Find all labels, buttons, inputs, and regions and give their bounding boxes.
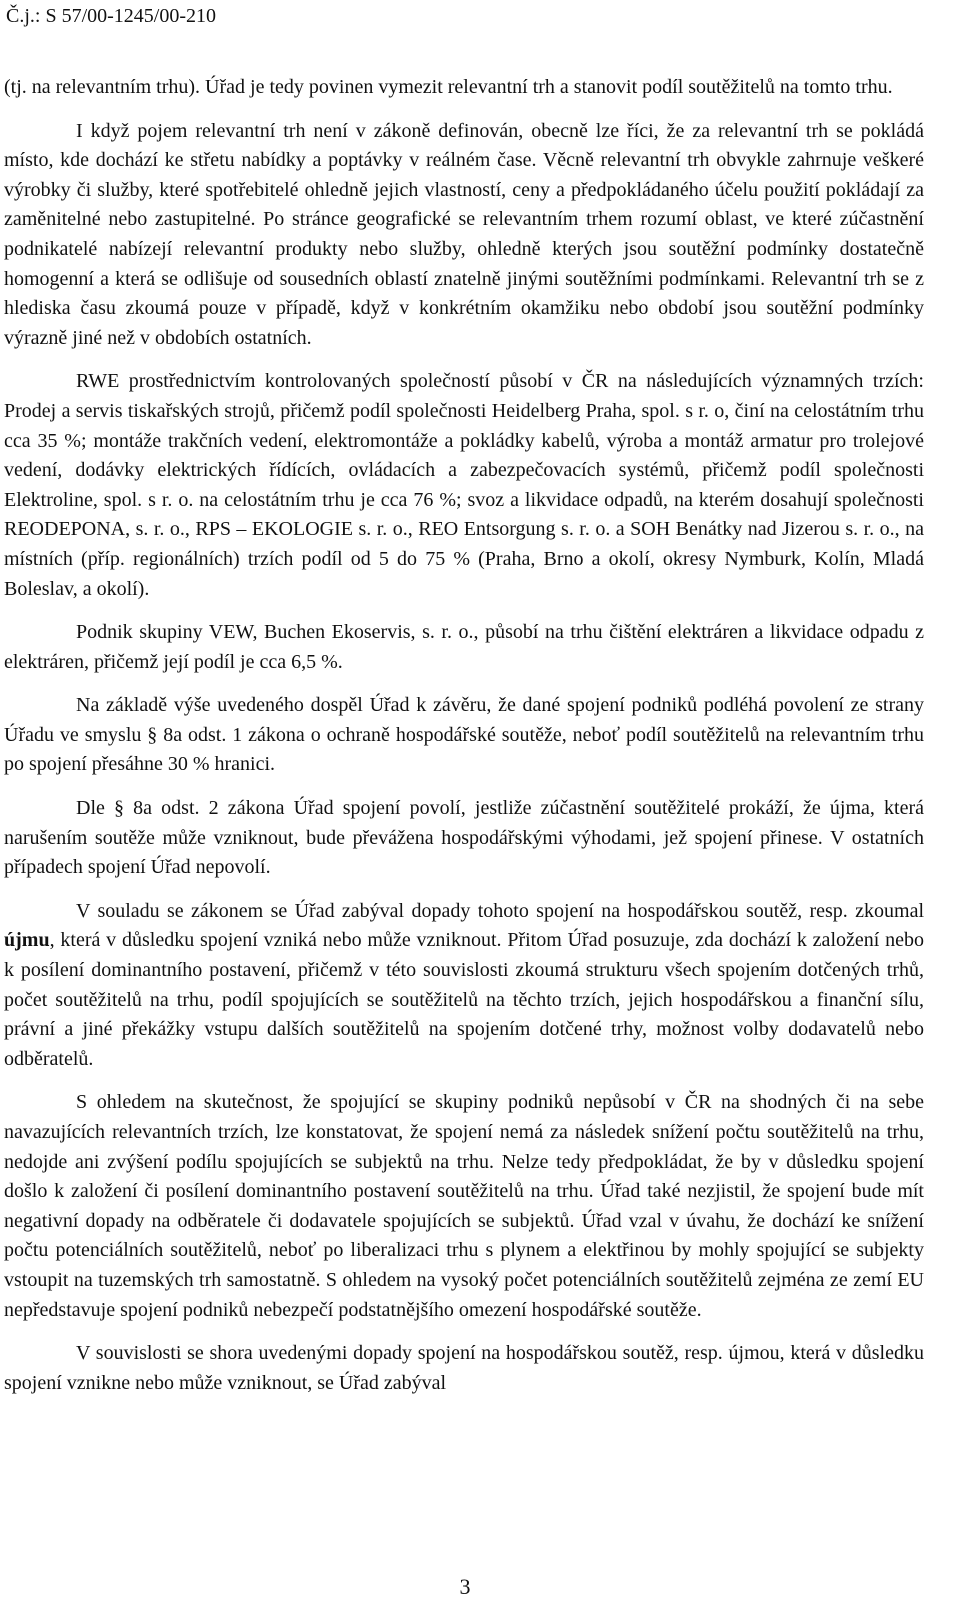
harm-text-before: V souladu se zákonem se Úřad zabýval dopady tohoto spojení na hospodářskou soutěž, resp. zkoumal xyxy=(76,899,924,922)
paragraph-authorization-required: Na základě výše uvedeného dospěl Úřad k závěru, že dané spojení podniků podléhá povolení ze strany Úřadu ve smyslu § 8a odst. 1 zákona o ochraně hospodářské soutěže, neboť podíl soutěžitelů na relevantním trhu po spojení přesáhne 30 % hranici. xyxy=(4,694,924,776)
paragraph-harm-assessment xyxy=(4,897,924,1075)
paragraph-continuation: V souvislosti se shora uvedenými dopady spojení na hospodářskou soutěž, resp. újmou, která v důsledku spojení vznikne nebo může vzniknout, se Úřad zabýval xyxy=(4,1342,924,1394)
paragraph-rwe-markets: RWE prostřednictvím kontrolovaných společností působí v ČR na následujících významných trzích: Prodej a servis tiskařských strojů, přičemž podíl společnosti Heidelberg Praha, spol. s r. o, činí na celostátním trhu cca 35 %; montáže trakčních vedení, elektromontáže a pokládky kabelů, výroba a montáž armatur pro trolejové vedení, dodávky elektrických řídících, ovládacích a zabezpečovacích systémů, přičemž podíl společnosti Elektroline, spol. s r. o. na celostátním trhu je cca 76 %; svoz a likvidace odpadů, na kterém dosahují společnosti REODEPONA, s. r. o., RPS – EKOLOGIE s. r. o., REO Entsorgung s. r. o. a SOH Benátky nad Jizerou s. r. o., na místních (příp. regionálních) trzích podíl od 5 do 75 % (Praha, Brno a okolí, okresy Nymburk, Kolín, Mladá Boleslav, a okolí). xyxy=(4,370,924,600)
paragraph-conclusion: S ohledem na skutečnost, že spojující se skupiny podniků nepůsobí v ČR na shodných či na sebe navazujících relevantních trzích, lze konstatovat, že spojení nemá za následek snížení počtu soutěžitelů na trhu, nedojde ani zvýšení podílu spojujících se subjektů na trhu. Nelze tedy předpokládat, že by v důsledku spojení došlo k založení či posílení dominantního postavení soutěžitelů na trhu. Úřad také nezjistil, že spojení bude mít negativní dopady na odběratele či dodavatele spojujících se subjektů. Úřad vzal v úvahu, že dochází ke snížení počtu potenciálních soutěžitelů, neboť po liberalizaci trhu s plynem a elektřinou by mohly spojující se subjekty vstoupit na tuzemských trh samostatně. S ohledem na vysoký počet potenciálních soutěžitelů zejména ze zemí EU nepředstavuje spojení podniků nebezpečí podstatnějšího omezení hospodářské soutěže. xyxy=(4,1091,924,1321)
paragraph-relevant-market-intro: (tj. na relevantním trhu). Úřad je tedy povinen vymezit relevantní trh a stanovit podíl soutěžitelů na tomto trhu. xyxy=(4,76,893,98)
harm-emphasis: újmu xyxy=(4,929,50,952)
paragraph-legal-condition: Dle § 8a odst. 2 zákona Úřad spojení povolí, jestliže zúčastnění soutěžitelé prokáží, že újma, která narušením soutěže může vzniknout, bude převážena hospodářskými výhodami, jež spojení přinese. V ostatních případech spojení Úřad nepovolí. xyxy=(4,797,924,879)
paragraph-vew-markets: Podnik skupiny VEW, Buchen Ekoservis, s. r. o., působí na trhu čištění elektráren a likvidace odpadu z elektráren, přičemž její podíl je cca 6,5 %. xyxy=(4,621,924,673)
document-reference: Č.j.: S 57/00-1245/00-210 xyxy=(6,5,217,27)
paragraph-relevant-market-definition: I když pojem relevantní trh není v zákoně definován, obecně lze říci, že za relevantní trh se pokládá místo, kde dochází ke střetu nabídky a poptávky v reálném čase. Věcně relevantní trh obvykle zahrnuje veškeré výrobky či služby, které spotřebitelé ohledně jejich vlastností, ceny a předpokládaného účelu použití pokládají za zaměnitelné nebo zastupitelné. Po stránce geografické se relevantním trhem rozumí oblast, ve které zúčastnění podnikatelé nabízejí relevantní produkty nebo služby, ohledně kterých jsou soutěžní podmínky dostatečně homogenní a která se odlišuje od sousedních oblastí znatelně jinými soutěžními podmínkami. Relevantní trh se z hlediska času zkoumá pouze v případě, když v konkrétním okamžiku nebo období jsou soutěžní podmínky výrazně jiné než v obdobích ostatních. xyxy=(4,119,924,349)
document-body xyxy=(4,73,924,1412)
harm-text-after: , která v důsledku spojení vzniká nebo může vzniknout. Přitom Úřad posuzuje, zda dochází k založení nebo k posílení dominantního postavení, přičemž v této souvislosti zkoumá strukturu všech spojením dotčených trhů, počet soutěžitelů na trhu, podíl spojujících se soutěžitelů na těchto trzích, jejich hospodářskou a finanční sílu, právní a jiné překážky vstupu dalších soutěžitelů na spojením dotčené trhy, možnost volby dodavatelů nebo odběratelů. xyxy=(4,929,924,1070)
page-number: 3 xyxy=(459,1574,471,1599)
